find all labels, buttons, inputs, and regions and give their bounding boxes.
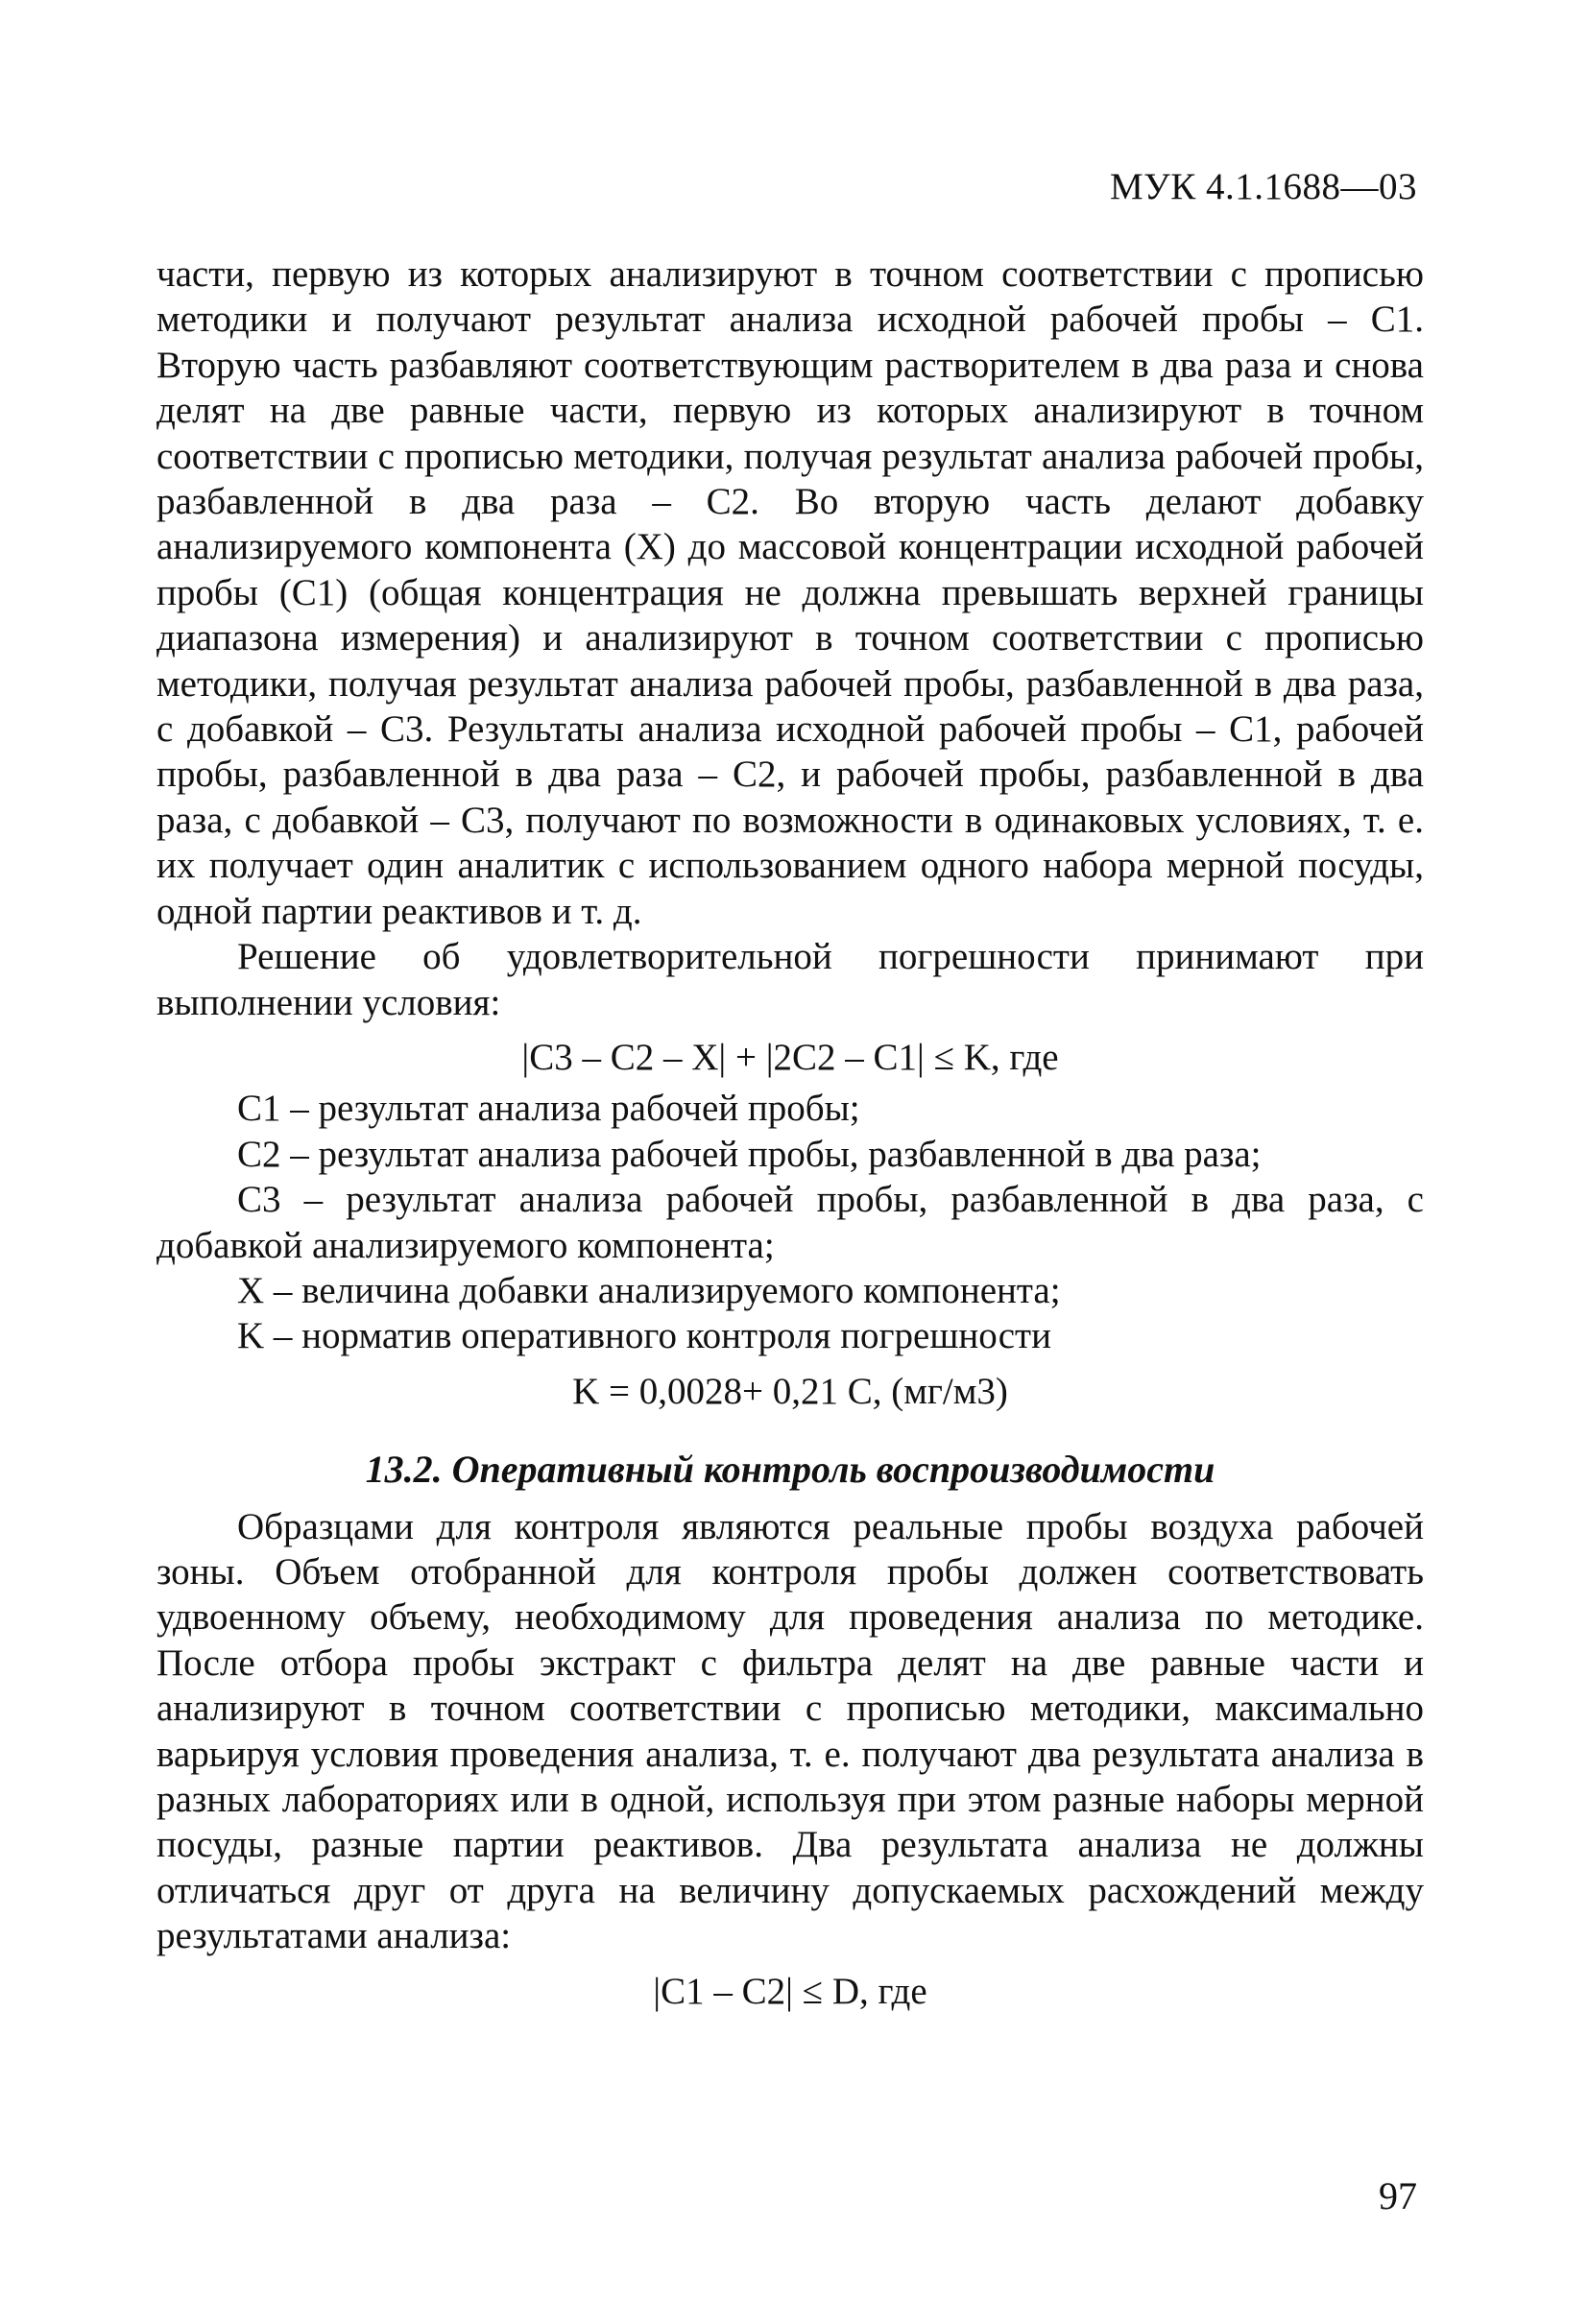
definition-k: K – норматив оперативного контроля погрешности bbox=[237, 1315, 1051, 1357]
definition-c2: C2 – результат анализа рабочей пробы, разбавленной в два раза; bbox=[237, 1133, 1262, 1175]
paragraph-decision-condition: Решение об удовлетворительной погрешности принимают при выполнении условия: bbox=[156, 936, 1424, 1023]
section-heading-reproducibility: 13.2. Оперативный контроль воспроизводимости bbox=[365, 1448, 1215, 1492]
paragraph-reproducibility: Образцами для контроля являются реальные пробы воздуха рабочей зоны. Объем отобранной для контроля пробы должен соответствовать удвоенному объему, необходимому для проведения анализа по методике. После отбора пробы экстракт с фильтра делят на две равные части и анализируют в точном соответствии с прописью методики, максимально варьируя условия проведения анализа, т. е. получают два результата анализа в разных лабораториях или в одной, используя при этом разные наборы мерной посуды, разные партии реактивов. Два результата анализа не должны отличаться друг от друга на величину допускаемых расхождений между результатами анализа: bbox=[156, 1505, 1424, 1957]
formula-k-norm: K = 0,0028+ 0,21 C, (мг/м3) bbox=[572, 1370, 1008, 1412]
formula-discrepancy: |C1 – C2| ≤ D, где bbox=[653, 1970, 927, 2012]
document-body bbox=[156, 252, 1424, 2020]
page-number: 97 bbox=[1379, 2174, 1417, 2217]
paragraph-sample-procedure: части, первую из которых анализируют в точном соответствии с прописью методики и получают результат анализа исходной рабочей пробы – C1. Вторую часть разбавляют соответствующим растворителем в два раза и снова делят на две равные части, первую из которых анализируют в точном соответствии с прописью методики, получая результат анализа рабочей пробы, разбавленной в два раза – C2. Во вторую часть делают добавку анализируемого компонента (X) до массовой концентрации исходной рабочей пробы (C1) (общая концентрация не должна превышать верхней границы диапазона измерения) и анализируют в точном соответствии с прописью методики, получая результат анализа рабочей пробы, разбавленной в два раза, с добавкой – C3. Результаты анализа исходной рабочей пробы – C1, рабочей пробы, разбавленной в два раза – C2, и рабочей пробы, разбавленной в два раза, с добавкой – C3, получают по возможности в одинаковых условиях, т. е. их получает один аналитик с использованием одного набора мерной посуды, одной партии реактивов и т. д. bbox=[156, 253, 1424, 932]
definition-c1: C1 – результат анализа рабочей пробы; bbox=[237, 1088, 860, 1130]
definition-c3: C3 – результат анализа рабочей пробы, разбавленной в два раза, с добавкой анализируемого компонента; bbox=[156, 1179, 1424, 1266]
definition-x: X – величина добавки анализируемого компонента; bbox=[237, 1269, 1061, 1311]
formula-error-condition: |C3 – C2 – X| + |2C2 – C1| ≤ K, где bbox=[521, 1036, 1059, 1078]
document-code-header: МУК 4.1.1688—03 bbox=[1109, 166, 1417, 207]
